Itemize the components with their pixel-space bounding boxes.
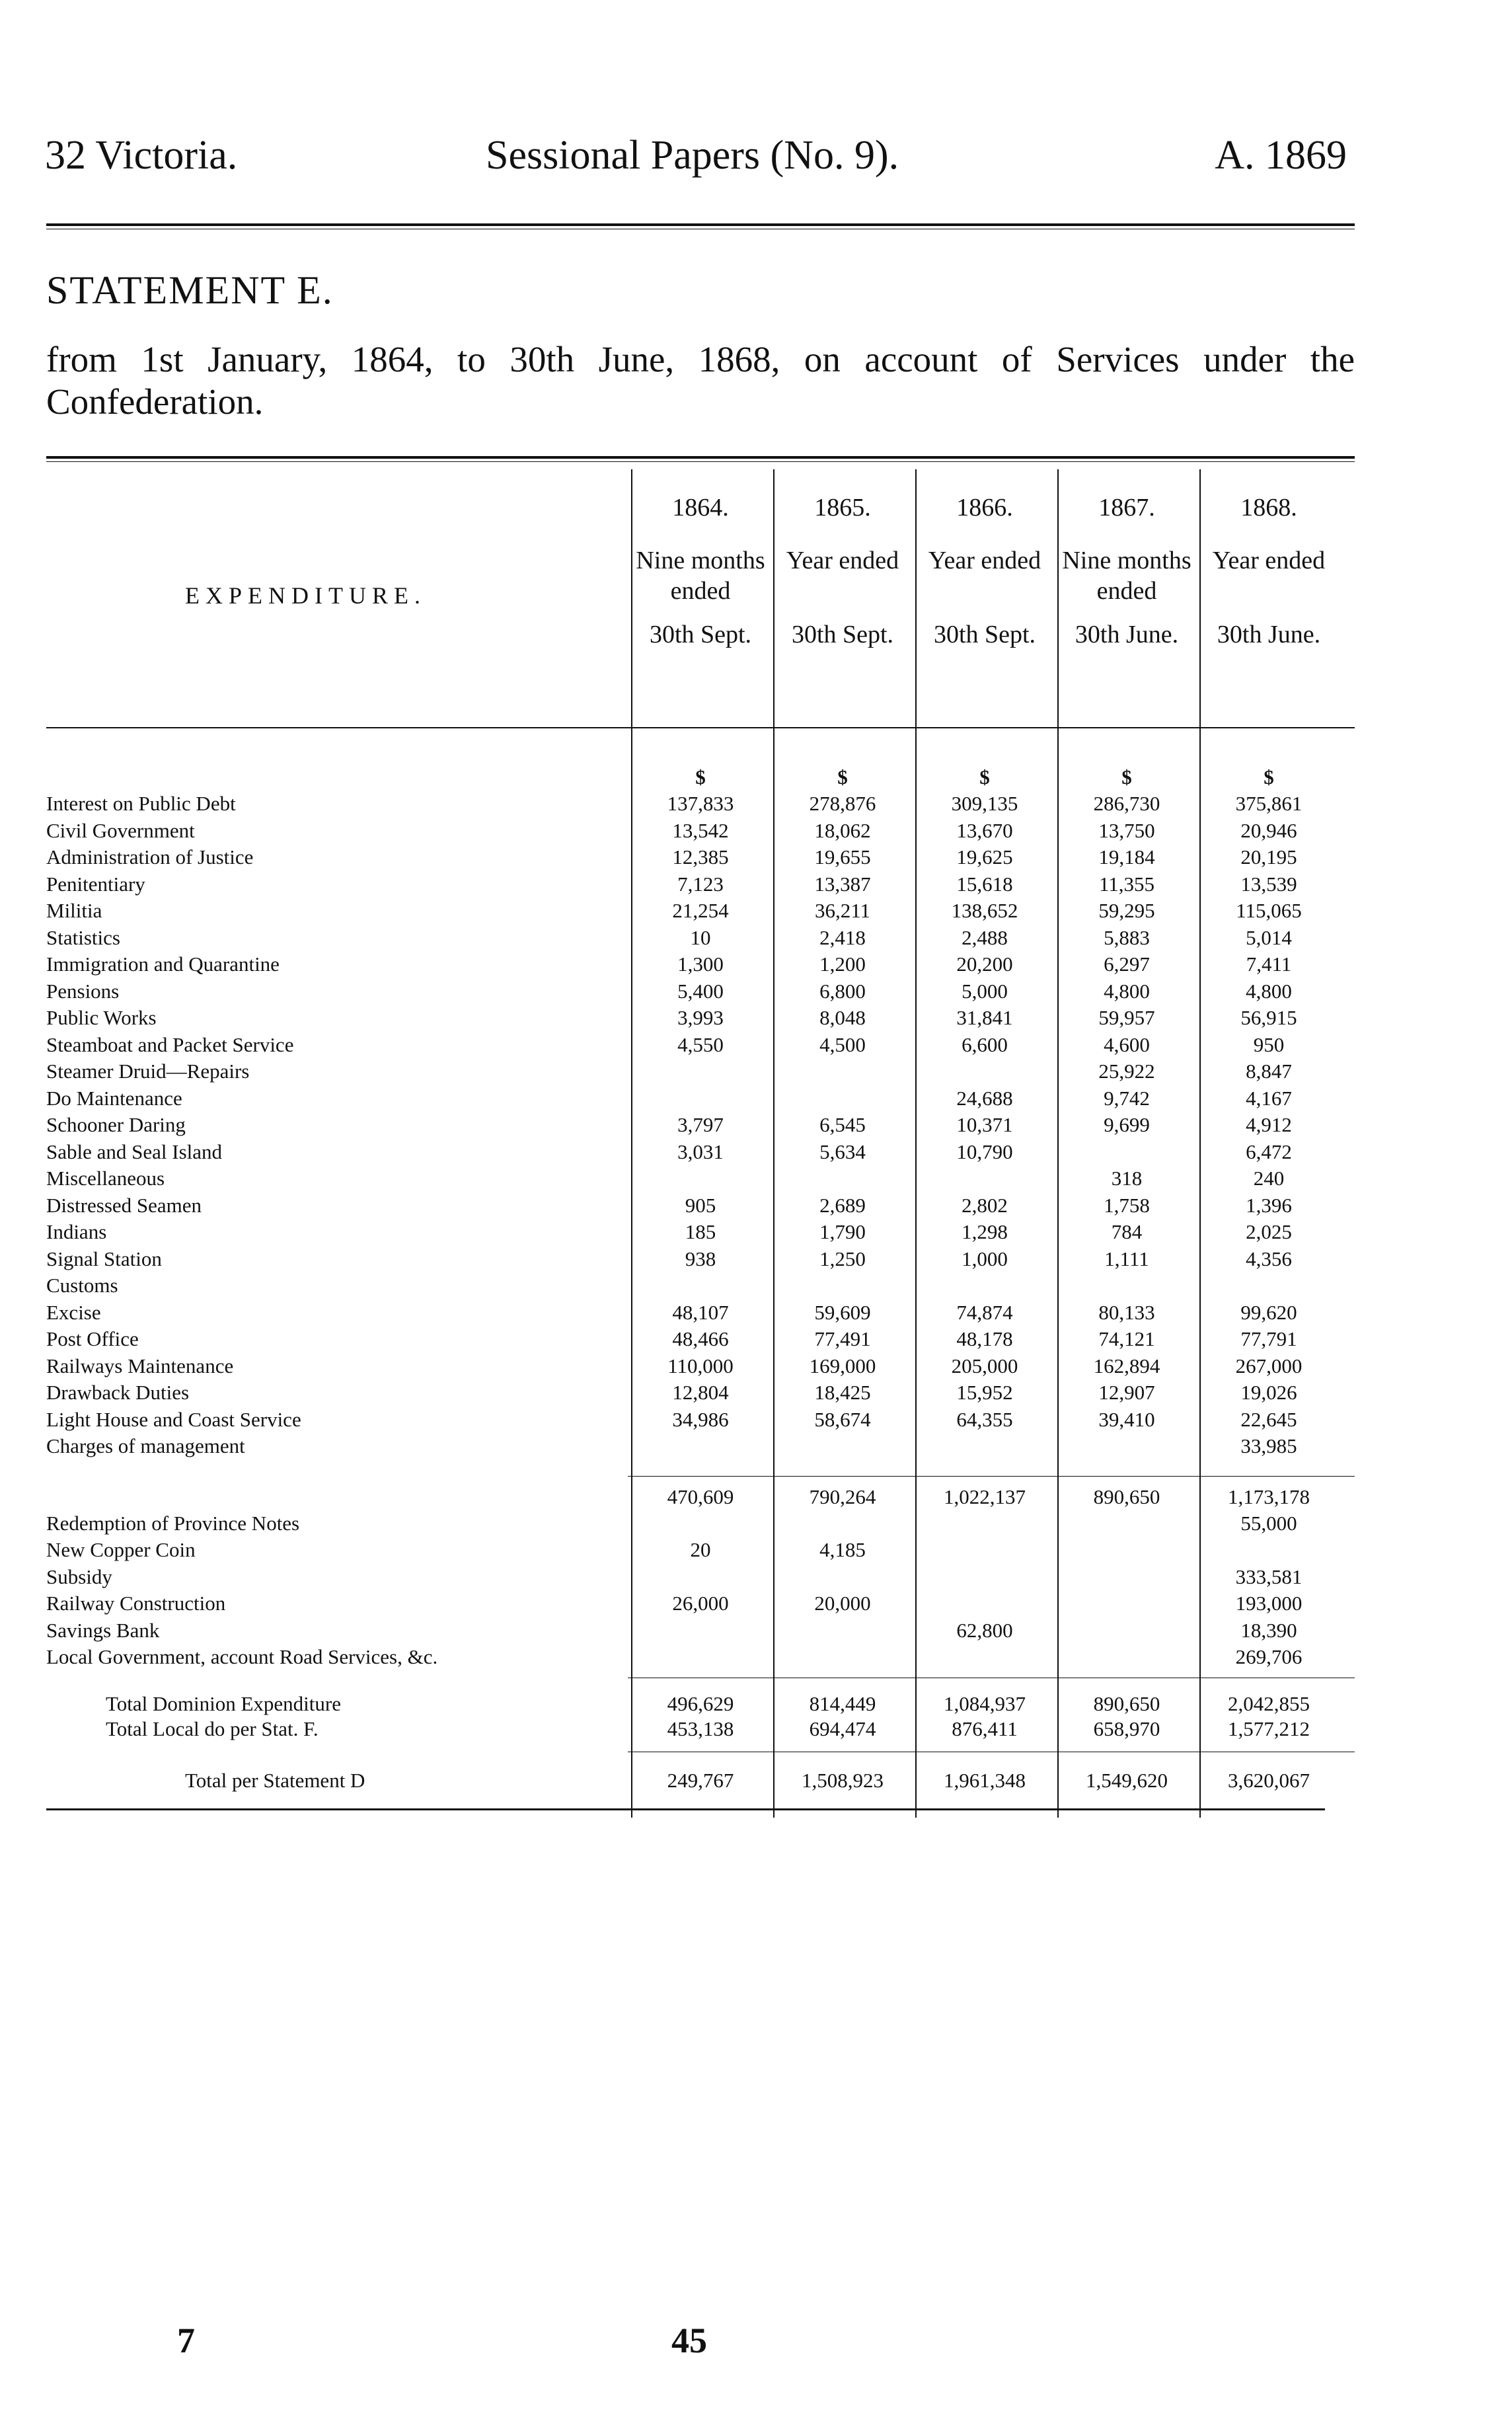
cell-value: $: [1264, 765, 1274, 789]
cell-value: 286,730: [1093, 792, 1160, 815]
cell-value: 2,418: [819, 925, 866, 949]
total-row: [46, 1717, 1355, 1744]
cell-value: 2,802: [962, 1193, 1008, 1217]
column-header-1865: [773, 492, 912, 672]
cell-value: 1,961,348: [944, 1768, 1026, 1792]
table-row: [46, 1565, 1355, 1592]
cell-value: 12,385: [672, 845, 729, 869]
cell-value: 309,135: [951, 792, 1018, 815]
row-label: Steamboat and Packet Service: [46, 1032, 294, 1056]
column-date: 30th June.: [1075, 621, 1179, 648]
table-row: [46, 1194, 1355, 1220]
footer-left: 7: [177, 2321, 195, 2360]
cell-value: 890,650: [1093, 1485, 1160, 1508]
cell-value: 6,600: [962, 1032, 1008, 1056]
cell-value: 21,254: [672, 899, 729, 922]
table-row: [46, 792, 1355, 818]
cell-value: 5,000: [962, 979, 1008, 1003]
cell-value: 26,000: [672, 1592, 729, 1615]
row-label: Sable and Seal Island: [46, 1140, 223, 1163]
cell-value: 1,577,212: [1228, 1717, 1310, 1740]
cell-value: 110,000: [667, 1354, 734, 1377]
table-row: [46, 980, 1355, 1006]
column-header-1868: [1199, 492, 1338, 672]
table-top-rule: [46, 456, 1355, 459]
row-label: Steamer Druid—Repairs: [46, 1060, 250, 1083]
cell-value: 267,000: [1235, 1354, 1303, 1377]
cell-value: 938: [685, 1247, 716, 1270]
cell-value: 19,625: [956, 845, 1013, 869]
row-label: Total Dominion Expenditure: [106, 1691, 341, 1715]
row-label: Redemption of Province Notes: [46, 1511, 300, 1535]
cell-value: 1,396: [1246, 1193, 1292, 1217]
cell-value: 249,767: [667, 1768, 734, 1792]
cell-value: 2,042,855: [1228, 1691, 1310, 1715]
cell-value: 55,000: [1240, 1511, 1297, 1535]
cell-value: 5,634: [819, 1140, 866, 1163]
cell-value: 169,000: [809, 1354, 876, 1377]
cell-value: 74,121: [1098, 1327, 1155, 1350]
cell-value: 790,264: [809, 1485, 876, 1508]
row-label: Civil Government: [46, 818, 195, 842]
cell-value: 950: [1253, 1032, 1285, 1056]
cell-value: 20,195: [1240, 845, 1297, 869]
cell-value: $: [837, 765, 848, 789]
table-row: [46, 1592, 1355, 1618]
column-year: 1865.: [814, 494, 871, 522]
cell-value: 318: [1111, 1167, 1143, 1190]
table-row: [46, 1087, 1355, 1113]
column-header-1864: [631, 492, 770, 672]
cell-value: 8,048: [819, 1006, 866, 1029]
cell-value: 64,355: [956, 1407, 1013, 1431]
column-date: 30th Sept.: [649, 621, 752, 648]
cell-value: 13,670: [956, 818, 1013, 842]
cell-value: 658,970: [1093, 1717, 1160, 1740]
row-label: Charges of management: [46, 1434, 245, 1457]
cell-value: 784: [1111, 1220, 1143, 1243]
cell-value: 36,211: [814, 899, 871, 922]
cell-value: 5,400: [677, 979, 724, 1003]
cell-value: 80,133: [1098, 1300, 1155, 1324]
cell-value: 470,609: [667, 1485, 734, 1508]
cell-value: 375,861: [1235, 792, 1303, 815]
cell-value: 193,000: [1235, 1592, 1303, 1615]
column-year: 1867.: [1098, 494, 1155, 522]
cell-value: 11,355: [1098, 872, 1155, 896]
row-label: Interest on Public Debt: [46, 792, 236, 815]
cell-value: $: [695, 765, 706, 789]
table-row: [46, 1645, 1355, 1672]
table-row: [46, 1006, 1355, 1032]
cell-value: 34,986: [672, 1407, 729, 1431]
cell-value: 162,894: [1093, 1354, 1160, 1377]
cell-value: 99,620: [1240, 1300, 1297, 1324]
cell-value: 205,000: [951, 1354, 1018, 1377]
cell-value: 2,488: [962, 925, 1008, 949]
expenditure-table: [46, 456, 1355, 1818]
column-header-1867: [1057, 492, 1196, 672]
cell-value: 12,907: [1098, 1381, 1155, 1404]
cell-value: 19,655: [814, 845, 871, 869]
cell-value: 1,298: [962, 1220, 1008, 1243]
row-label: Public Works: [46, 1006, 157, 1029]
table-row: [46, 1381, 1355, 1407]
total-row: [46, 1692, 1355, 1719]
column-period: Nine months ended: [636, 547, 765, 605]
cell-value: 1,508,923: [802, 1768, 884, 1792]
cell-value: 6,800: [819, 979, 866, 1003]
cell-value: 13,542: [672, 818, 729, 842]
cell-value: 33,985: [1240, 1434, 1297, 1457]
row-label: Railway Construction: [46, 1592, 226, 1615]
cell-value: 6,297: [1104, 952, 1150, 976]
table-row: [46, 1247, 1355, 1274]
cell-value: 3,797: [677, 1113, 724, 1136]
row-label: Penitentiary: [46, 872, 145, 896]
cell-value: 10,371: [956, 1113, 1013, 1136]
cell-value: 138,652: [951, 899, 1018, 922]
cell-value: 5,883: [1104, 925, 1150, 949]
cell-value: 5,014: [1246, 925, 1292, 949]
row-label: Excise: [46, 1300, 101, 1324]
column-period: Year ended: [786, 547, 899, 574]
row-label: Customs: [46, 1274, 118, 1297]
cell-value: 59,609: [814, 1300, 871, 1324]
cell-value: 905: [685, 1193, 716, 1217]
row-label: Immigration and Quarantine: [46, 952, 280, 976]
table-top-rule-thin: [46, 461, 1355, 462]
column-period: Nine months ended: [1062, 547, 1191, 605]
column-date: 30th June.: [1217, 621, 1321, 648]
cell-value: 4,356: [1246, 1247, 1292, 1270]
cell-value: 3,993: [677, 1006, 724, 1029]
table-row: [46, 1220, 1355, 1247]
cell-value: 7,123: [677, 872, 724, 896]
column-period: Year ended: [1212, 547, 1326, 574]
cell-value: 59,295: [1098, 899, 1155, 922]
cell-value: 58,674: [814, 1407, 871, 1431]
table-row: [46, 1274, 1355, 1300]
cell-value: 62,800: [956, 1618, 1013, 1642]
row-label: Distressed Seamen: [46, 1193, 202, 1217]
table-row: [46, 1327, 1355, 1354]
cell-value: 13,387: [814, 872, 871, 896]
table-row: [46, 1167, 1355, 1193]
table-row: [46, 1060, 1355, 1086]
cell-value: 4,550: [677, 1032, 724, 1056]
cell-value: $: [979, 765, 990, 789]
cell-value: 4,800: [1104, 979, 1150, 1003]
cell-value: 333,581: [1235, 1565, 1303, 1588]
cell-value: $: [1121, 765, 1132, 789]
table-row: [46, 1538, 1355, 1565]
statement-title: STATEMENT E.: [46, 268, 334, 312]
column-date: 30th Sept.: [933, 621, 1036, 648]
cell-value: 15,952: [956, 1381, 1013, 1404]
table-row: [46, 1301, 1355, 1327]
header-bottom-rule: [46, 727, 1355, 728]
table-row: [46, 845, 1355, 872]
cell-value: 20,000: [814, 1592, 871, 1615]
expenditure-label: EXPENDITURE.: [185, 582, 426, 609]
column-year: 1864.: [672, 494, 729, 522]
column-year: 1866.: [956, 494, 1013, 522]
row-label: Drawback Duties: [46, 1381, 190, 1404]
cell-value: 185: [685, 1220, 716, 1243]
cell-value: 59,957: [1098, 1006, 1155, 1029]
row-label: Railways Maintenance: [46, 1354, 234, 1377]
cell-value: 115,065: [1236, 899, 1302, 922]
cell-value: 18,425: [814, 1381, 871, 1404]
table-row: [46, 926, 1355, 952]
row-label: Total per Statement D: [185, 1768, 365, 1792]
footer-page-number: 45: [671, 2321, 707, 2360]
cell-value: 694,474: [809, 1717, 876, 1740]
table-row: [46, 819, 1355, 845]
table-row: [46, 952, 1355, 979]
row-label: Local Government, account Road Services, &c.: [46, 1645, 438, 1668]
header-rule: [46, 223, 1355, 226]
cell-value: 20,200: [956, 952, 1013, 976]
cell-value: 1,790: [819, 1220, 866, 1243]
cell-value: 4,167: [1246, 1086, 1292, 1110]
cell-value: 278,876: [809, 792, 876, 815]
cell-value: 2,025: [1246, 1220, 1292, 1243]
cell-value: 48,178: [956, 1327, 1013, 1350]
subtotal-row: [46, 1485, 1355, 1512]
table-row: [46, 1140, 1355, 1167]
cell-value: 1,300: [677, 952, 724, 976]
cell-value: 77,791: [1240, 1327, 1297, 1350]
currency-row: [46, 765, 1355, 792]
grand-total-row: [46, 1769, 1355, 1795]
row-label: Signal Station: [46, 1247, 162, 1270]
cell-value: 2,689: [819, 1193, 866, 1217]
table-row: [46, 899, 1355, 925]
row-label: Subsidy: [46, 1565, 112, 1588]
table-row: [46, 1434, 1355, 1461]
cell-value: 8,847: [1246, 1060, 1292, 1083]
cell-value: 77,491: [814, 1327, 871, 1350]
cell-value: 31,841: [956, 1006, 1013, 1029]
cell-value: 48,107: [672, 1300, 729, 1324]
row-label: Schooner Daring: [46, 1113, 186, 1136]
table-row: [46, 1033, 1355, 1060]
cell-value: 48,466: [672, 1327, 729, 1350]
cell-value: 453,138: [667, 1717, 734, 1740]
header-right: A. 1869: [1215, 133, 1347, 178]
cell-value: 137,833: [667, 792, 734, 815]
row-label: Militia: [46, 899, 102, 922]
cell-value: 19,026: [1240, 1381, 1297, 1404]
cell-value: 814,449: [809, 1691, 876, 1715]
cell-value: 10: [690, 925, 711, 949]
cell-value: 4,185: [819, 1538, 866, 1561]
table-row: [46, 872, 1355, 899]
cell-value: 1,111: [1104, 1247, 1149, 1270]
row-label: Light House and Coast Service: [46, 1407, 301, 1431]
row-label: Do Maintenance: [46, 1086, 182, 1110]
row-label: New Copper Coin: [46, 1538, 196, 1561]
table-row: [46, 1408, 1355, 1434]
cell-value: 1,173,178: [1228, 1485, 1310, 1508]
cell-value: 890,650: [1093, 1691, 1160, 1715]
header-left: 32 Victoria.: [45, 133, 238, 178]
row-label: Savings Bank: [46, 1618, 160, 1642]
cell-value: 7,411: [1246, 952, 1292, 976]
cell-value: 1,549,620: [1086, 1768, 1168, 1792]
statement-subtitle: from 1st January, 1864, to 30th June, 1868, on account of Services under the Confederation.: [46, 339, 1355, 422]
table-row: [46, 1354, 1355, 1381]
row-label: Indians: [46, 1220, 107, 1243]
cell-value: 74,874: [956, 1300, 1013, 1324]
cell-value: 6,472: [1246, 1140, 1292, 1163]
cell-value: 18,062: [814, 818, 871, 842]
cell-value: 24,688: [956, 1086, 1013, 1110]
cell-value: 22,645: [1240, 1407, 1297, 1431]
subtotal-rule: [628, 1476, 1355, 1477]
cell-value: 39,410: [1098, 1407, 1155, 1431]
cell-value: 9,699: [1104, 1113, 1150, 1136]
cell-value: 20: [690, 1538, 711, 1561]
table-row: [46, 1113, 1355, 1140]
row-label: Administration of Justice: [46, 845, 254, 869]
cell-value: 3,620,067: [1228, 1768, 1310, 1792]
cell-value: 496,629: [667, 1691, 734, 1715]
cell-value: 1,200: [819, 952, 866, 976]
cell-value: 1,022,137: [944, 1485, 1026, 1508]
cell-value: 13,539: [1240, 872, 1297, 896]
cell-value: 4,912: [1246, 1113, 1292, 1136]
cell-value: 20,946: [1240, 818, 1297, 842]
cell-value: 876,411: [952, 1717, 1018, 1740]
cell-value: 1,000: [962, 1247, 1008, 1270]
cell-value: 1,758: [1104, 1193, 1150, 1217]
cell-value: 12,804: [672, 1381, 729, 1404]
cell-value: 15,618: [956, 872, 1013, 896]
row-label: Statistics: [46, 925, 120, 949]
cell-value: 10,790: [956, 1140, 1013, 1163]
cell-value: 56,915: [1240, 1006, 1297, 1029]
column-header-1866: [915, 492, 1054, 672]
table-row: [46, 1619, 1355, 1645]
cell-value: 19,184: [1098, 845, 1155, 869]
column-year: 1868.: [1240, 494, 1297, 522]
header-center: Sessional Papers (No. 9).: [486, 133, 899, 178]
table-bottom-rule: [46, 1808, 1325, 1810]
cell-value: 4,600: [1104, 1032, 1150, 1056]
cell-value: 269,706: [1235, 1645, 1303, 1668]
cell-value: 6,545: [819, 1113, 866, 1136]
row-label: Post Office: [46, 1327, 139, 1350]
column-period: Year ended: [928, 547, 1041, 574]
cell-value: 25,922: [1098, 1060, 1155, 1083]
cell-value: 4,500: [819, 1032, 866, 1056]
cell-value: 9,742: [1104, 1086, 1150, 1110]
cell-value: 1,250: [819, 1247, 866, 1270]
table-row: [46, 1512, 1355, 1538]
cell-value: 1,084,937: [944, 1691, 1026, 1715]
cell-value: 18,390: [1240, 1618, 1297, 1642]
cell-value: 240: [1253, 1167, 1285, 1190]
row-label: Miscellaneous: [46, 1167, 165, 1190]
row-label: Pensions: [46, 979, 120, 1003]
row-label: Total Local do per Stat. F.: [106, 1717, 319, 1740]
cell-value: 4,800: [1246, 979, 1292, 1003]
cell-value: 3,031: [677, 1140, 724, 1163]
column-date: 30th Sept.: [791, 621, 894, 648]
cell-value: 13,750: [1098, 818, 1155, 842]
